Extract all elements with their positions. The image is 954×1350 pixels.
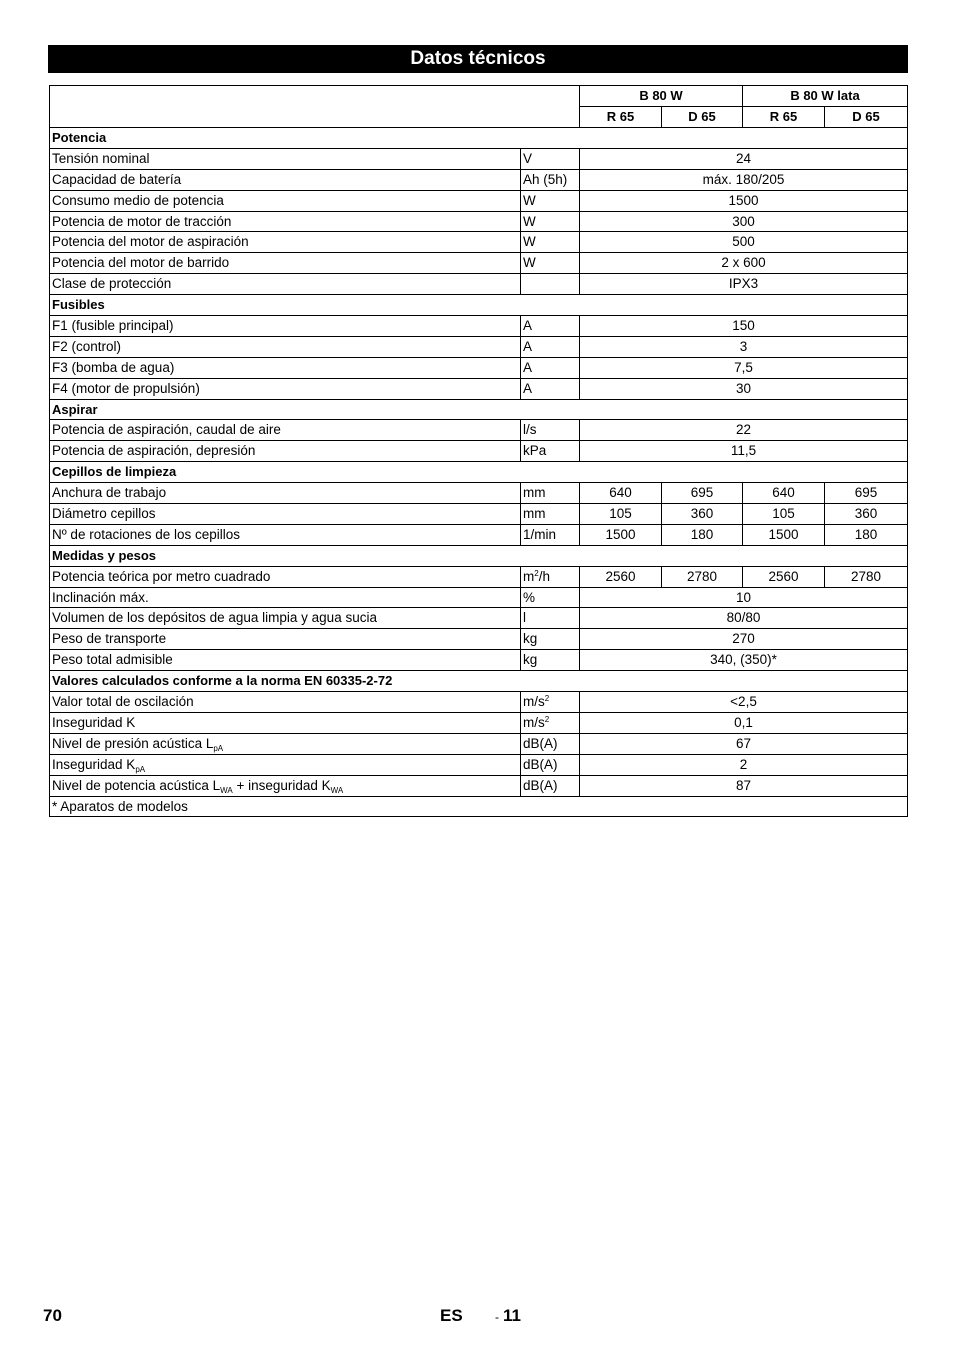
row-value: 22 <box>580 420 908 441</box>
table-row <box>50 566 908 587</box>
row-label <box>50 232 521 253</box>
row-label-text: Clase de protección <box>52 276 172 292</box>
row-value: 105 <box>743 504 825 525</box>
row-unit <box>521 253 580 274</box>
row-label <box>50 316 521 337</box>
row-value: 24 <box>580 148 908 169</box>
table-row <box>50 524 908 545</box>
row-label <box>50 650 521 671</box>
row-label-text: Potencia de motor de tracción <box>52 213 232 229</box>
row-label-subscript: pA <box>213 743 224 753</box>
row-unit-text: kg <box>523 631 538 647</box>
row-value: 270 <box>580 629 908 650</box>
row-label-text: F2 (control) <box>52 338 122 354</box>
row-label-text: + inseguridad K <box>232 777 331 793</box>
header-variant: R 65 <box>580 107 662 128</box>
table-row <box>50 378 908 399</box>
section-row <box>50 295 908 316</box>
row-value: <2,5 <box>580 692 908 713</box>
row-label <box>50 733 521 754</box>
table-row <box>50 211 908 232</box>
row-label-subscript: pA <box>135 764 146 774</box>
row-unit <box>521 775 580 796</box>
table-row <box>50 274 908 295</box>
row-unit-text: W <box>523 255 536 271</box>
row-value: 11,5 <box>580 441 908 462</box>
page-number: 70 <box>43 1306 62 1325</box>
row-unit-text: W <box>523 192 536 208</box>
row-label <box>50 754 521 775</box>
row-unit <box>521 504 580 525</box>
row-value: 180 <box>825 524 908 545</box>
table-row <box>50 420 908 441</box>
row-unit-text: dB(A) <box>523 777 558 793</box>
row-unit-text: dB(A) <box>523 735 558 751</box>
section-heading: Potencia <box>50 128 908 149</box>
row-value: 2560 <box>743 566 825 587</box>
row-value: 1500 <box>580 524 662 545</box>
table-row <box>50 357 908 378</box>
row-unit <box>521 733 580 754</box>
row-label-text: Potencia de aspiración, depresión <box>52 443 256 459</box>
row-unit-text: % <box>523 589 536 605</box>
row-label-text: Peso de transporte <box>52 631 167 647</box>
row-label <box>50 253 521 274</box>
row-value: 640 <box>580 483 662 504</box>
table-row <box>50 504 908 525</box>
row-unit <box>521 274 580 295</box>
row-value: IPX3 <box>580 274 908 295</box>
row-unit-text: 1/min <box>523 526 557 542</box>
sub-page-value: 11 <box>503 1306 521 1325</box>
row-label <box>50 629 521 650</box>
row-unit-text: m/s <box>523 714 545 730</box>
row-value: 1500 <box>743 524 825 545</box>
row-value: 695 <box>662 483 743 504</box>
row-unit <box>521 232 580 253</box>
row-unit <box>521 336 580 357</box>
row-unit-text: A <box>523 380 533 396</box>
section-row <box>50 399 908 420</box>
row-unit-text: A <box>523 318 533 334</box>
table-row <box>50 629 908 650</box>
language-code: ES <box>440 1306 463 1325</box>
row-label <box>50 566 521 587</box>
header-blank-cell <box>50 86 580 107</box>
header-model-b80w: B 80 W <box>580 86 743 107</box>
row-unit <box>521 524 580 545</box>
row-unit-text: kg <box>523 652 538 668</box>
row-unit <box>521 148 580 169</box>
table-row <box>50 733 908 754</box>
section-heading: Medidas y pesos <box>50 545 908 566</box>
row-unit <box>521 483 580 504</box>
row-value: máx. 180/205 <box>580 169 908 190</box>
row-unit-text: W <box>523 234 536 250</box>
row-unit-text: A <box>523 338 533 354</box>
row-unit-text: mm <box>523 485 546 501</box>
row-value: 340, (350)* <box>580 650 908 671</box>
row-label <box>50 524 521 545</box>
table-row <box>50 253 908 274</box>
row-unit <box>521 169 580 190</box>
row-label <box>50 441 521 462</box>
table-row <box>50 692 908 713</box>
table-row <box>50 232 908 253</box>
row-value: 500 <box>580 232 908 253</box>
row-value: 300 <box>580 211 908 232</box>
section-row <box>50 128 908 149</box>
row-unit-text: mm <box>523 506 546 522</box>
row-value: 7,5 <box>580 357 908 378</box>
row-unit-text: kPa <box>523 443 547 459</box>
footnote: * Aparatos de modelos <box>50 796 908 817</box>
row-value: 640 <box>743 483 825 504</box>
row-value: 105 <box>580 504 662 525</box>
row-unit <box>521 566 580 587</box>
row-unit-superscript: 2 <box>544 694 550 704</box>
row-label-text: Inclinación máx. <box>52 589 149 605</box>
row-label-text: Potencia de aspiración, caudal de aire <box>52 422 281 438</box>
row-unit <box>521 629 580 650</box>
table-row <box>50 754 908 775</box>
row-label <box>50 587 521 608</box>
row-label <box>50 692 521 713</box>
row-label <box>50 274 521 295</box>
table-row <box>50 336 908 357</box>
row-unit-text: A <box>523 359 533 375</box>
table-row <box>50 441 908 462</box>
row-value: 360 <box>662 504 743 525</box>
table-row <box>50 316 908 337</box>
row-label-text: Capacidad de batería <box>52 171 182 187</box>
section-row <box>50 671 908 692</box>
row-label <box>50 148 521 169</box>
row-label <box>50 775 521 796</box>
row-value: 360 <box>825 504 908 525</box>
row-label <box>50 504 521 525</box>
row-value: 2 <box>580 754 908 775</box>
row-label-text: Nivel de potencia acústica L <box>52 777 221 793</box>
row-unit-superscript: 2 <box>544 714 550 724</box>
row-unit-text: /h <box>538 568 550 584</box>
row-label-text: F4 (motor de propulsión) <box>52 380 200 396</box>
row-label <box>50 211 521 232</box>
table-row <box>50 483 908 504</box>
row-unit-text: W <box>523 213 536 229</box>
row-value: 180 <box>662 524 743 545</box>
row-unit-text: l/s <box>523 422 537 438</box>
row-unit <box>521 650 580 671</box>
row-unit <box>521 357 580 378</box>
row-unit-text: dB(A) <box>523 756 558 772</box>
section-heading: Valores calculados conforme a la norma EN 60335-2-72 <box>50 671 908 692</box>
section-heading: Cepillos de limpieza <box>50 462 908 483</box>
header-model-b80w-lata: B 80 W lata <box>743 86 908 107</box>
section-row <box>50 462 908 483</box>
header-variant: R 65 <box>743 107 825 128</box>
row-unit-text: m/s <box>523 694 545 710</box>
row-unit <box>521 378 580 399</box>
row-unit-text: V <box>523 150 533 166</box>
row-value: 0,1 <box>580 712 908 733</box>
table-row <box>50 169 908 190</box>
row-label-text: Peso total admisible <box>52 652 173 668</box>
row-label <box>50 357 521 378</box>
header-blank-cell <box>50 107 580 128</box>
footer-dash: - <box>495 1310 499 1324</box>
row-label-text: Volumen de los depósitos de agua limpia y agua sucia <box>52 610 377 626</box>
row-value: 2780 <box>662 566 743 587</box>
row-unit <box>521 692 580 713</box>
row-unit-text: l <box>523 610 526 626</box>
row-label-text: F1 (fusible principal) <box>52 318 174 334</box>
row-label-text: F3 (bomba de agua) <box>52 359 175 375</box>
row-label-text: Diámetro cepillos <box>52 506 156 522</box>
table-row <box>50 650 908 671</box>
row-unit <box>521 420 580 441</box>
row-unit <box>521 754 580 775</box>
row-unit <box>521 190 580 211</box>
row-label-text: Valor total de oscilación <box>52 694 194 710</box>
row-value: 67 <box>580 733 908 754</box>
row-value: 10 <box>580 587 908 608</box>
row-label-text: Nº de rotaciones de los cepillos <box>52 526 241 542</box>
row-unit <box>521 712 580 733</box>
row-label <box>50 420 521 441</box>
row-unit <box>521 316 580 337</box>
row-label-text: Potencia del motor de aspiración <box>52 234 249 250</box>
table-row <box>50 608 908 629</box>
row-value: 150 <box>580 316 908 337</box>
row-label-subscript: WA <box>330 785 344 795</box>
row-label <box>50 608 521 629</box>
row-unit <box>521 211 580 232</box>
header-row-models <box>50 86 908 107</box>
row-value: 87 <box>580 775 908 796</box>
row-unit <box>521 608 580 629</box>
row-unit-text: m <box>523 568 535 584</box>
row-label <box>50 169 521 190</box>
row-label <box>50 190 521 211</box>
table-row <box>50 712 908 733</box>
row-label <box>50 712 521 733</box>
header-variant: D 65 <box>662 107 743 128</box>
row-label-subscript: WA <box>220 785 233 795</box>
row-value: 2 x 600 <box>580 253 908 274</box>
footnote-row <box>50 796 908 817</box>
page-title: Datos técnicos <box>48 45 908 73</box>
row-label <box>50 378 521 399</box>
technical-data-table <box>49 85 908 817</box>
row-value: 2780 <box>825 566 908 587</box>
table-row <box>50 587 908 608</box>
row-unit-text: Ah (5h) <box>523 171 568 187</box>
section-heading: Fusibles <box>50 295 908 316</box>
row-label-text: Tensión nominal <box>52 150 150 166</box>
row-label-text: Inseguridad K <box>52 714 136 730</box>
sub-page-number <box>495 1306 521 1326</box>
row-value: 1500 <box>580 190 908 211</box>
row-value: 3 <box>580 336 908 357</box>
row-label-text: Anchura de trabajo <box>52 485 167 501</box>
row-value: 2560 <box>580 566 662 587</box>
section-row <box>50 545 908 566</box>
table-row <box>50 190 908 211</box>
row-label <box>50 336 521 357</box>
table-row <box>50 148 908 169</box>
row-label-text: Potencia teórica por metro cuadrado <box>52 568 271 584</box>
row-unit <box>521 587 580 608</box>
row-label-text: Consumo medio de potencia <box>52 192 224 208</box>
row-unit <box>521 441 580 462</box>
header-row-variants <box>50 107 908 128</box>
section-heading: Aspirar <box>50 399 908 420</box>
row-label-text: Potencia del motor de barrido <box>52 255 230 271</box>
row-value: 30 <box>580 378 908 399</box>
row-value: 80/80 <box>580 608 908 629</box>
row-value: 695 <box>825 483 908 504</box>
row-label-text: Nivel de presión acústica L <box>52 735 214 751</box>
row-label <box>50 483 521 504</box>
row-label-text: Inseguridad K <box>52 756 136 772</box>
header-variant: D 65 <box>825 107 908 128</box>
row-unit-superscript: 2 <box>534 568 539 578</box>
table-row <box>50 775 908 796</box>
